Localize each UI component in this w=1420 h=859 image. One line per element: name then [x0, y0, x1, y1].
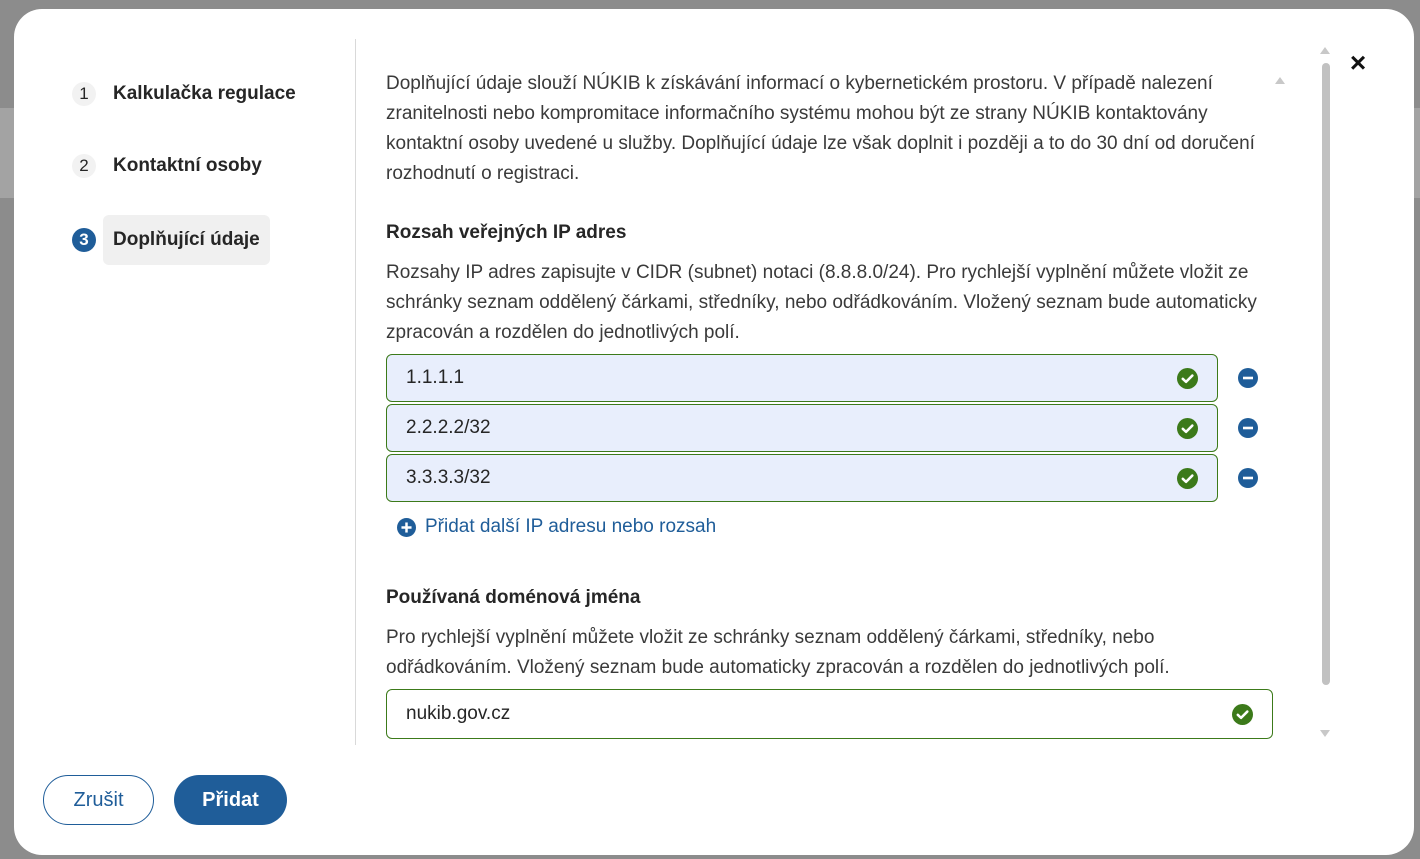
- close-icon[interactable]: ×: [1349, 47, 1367, 78]
- cancel-button[interactable]: Zrušit: [43, 775, 154, 825]
- add-service-dialog: [14, 9, 1414, 855]
- minus-circle-icon[interactable]: [1238, 418, 1258, 438]
- domain-section-description: Pro rychlejší vyplnění můžete vložit ze schránky seznam oddělený čárkami, středníky, nebo odřádkováním. Vložený seznam bude automaticky zpracován a rozdělen do jednotlivých polí.: [386, 627, 1170, 678]
- ip-input[interactable]: [386, 354, 1218, 402]
- step-calculator[interactable]: [72, 69, 306, 119]
- inner-scroll-up-icon[interactable]: [1275, 77, 1285, 84]
- plus-circle-icon: [397, 518, 416, 537]
- scrollbar-thumb[interactable]: [1322, 63, 1330, 685]
- ip-input[interactable]: [386, 404, 1218, 452]
- vertical-divider: [355, 39, 356, 745]
- add-ip-link[interactable]: [397, 516, 716, 538]
- backdrop-right-header: [1414, 108, 1420, 198]
- scroll-up-icon[interactable]: [1320, 47, 1330, 54]
- ip-input-value: 1.1.1.1: [406, 367, 465, 388]
- check-circle-icon: [1177, 418, 1198, 439]
- step-number: 2: [72, 154, 96, 178]
- intro-text: Doplňující údaje slouží NÚKIB k získávání informací o kybernetickém prostoru. V případě nalezení zranitelnosti nebo kompromitace informačního systému mohou být ze strany NÚKIB kontaktovány kontaktní osoby uvedené u služby. Doplňující údaje lze však doplnit i později a to do 30 dní od doručení rozhodnutí o registraci.: [386, 73, 1255, 184]
- ip-input-value: 2.2.2.2/32: [406, 417, 491, 438]
- domain-input-value: nukib.gov.cz: [406, 703, 511, 724]
- step-number: 3: [72, 228, 96, 252]
- domain-section-title: Používaná doménová jména: [386, 587, 641, 608]
- ip-section-title: Rozsah veřejných IP adres: [386, 222, 627, 243]
- minus-circle-icon[interactable]: [1238, 468, 1258, 488]
- minus-circle-icon[interactable]: [1238, 368, 1258, 388]
- ip-input[interactable]: [386, 454, 1218, 502]
- step-label: Kontaktní osoby: [113, 155, 262, 176]
- add-ip-label: Přidat další IP adresu nebo rozsah: [425, 516, 717, 537]
- ip-section-description: Rozsahy IP adres zapisujte v CIDR (subnet) notaci (8.8.8.0/24). Pro rychlejší vyplnění můžete vložit ze schránky seznam oddělený čárkami, středníky, nebo odřádkováním. Vložený seznam bude automaticky zpracován a rozdělen do jednotlivých polí.: [386, 262, 1257, 343]
- step-number: 1: [72, 82, 96, 106]
- add-button[interactable]: Přidat: [174, 775, 287, 825]
- step-label: Kalkulačka regulace: [113, 83, 296, 104]
- check-circle-icon: [1177, 368, 1198, 389]
- step-contacts[interactable]: [72, 141, 272, 191]
- check-circle-icon: [1177, 468, 1198, 489]
- check-circle-icon: [1232, 704, 1253, 725]
- inner-scroll-down-icon[interactable]: [1320, 730, 1330, 737]
- step-label: Doplňující údaje: [103, 215, 270, 265]
- domain-input[interactable]: [386, 689, 1273, 739]
- step-additional-data[interactable]: [72, 215, 270, 265]
- ip-input-value: 3.3.3.3/32: [406, 467, 491, 488]
- backdrop-header: [0, 108, 14, 198]
